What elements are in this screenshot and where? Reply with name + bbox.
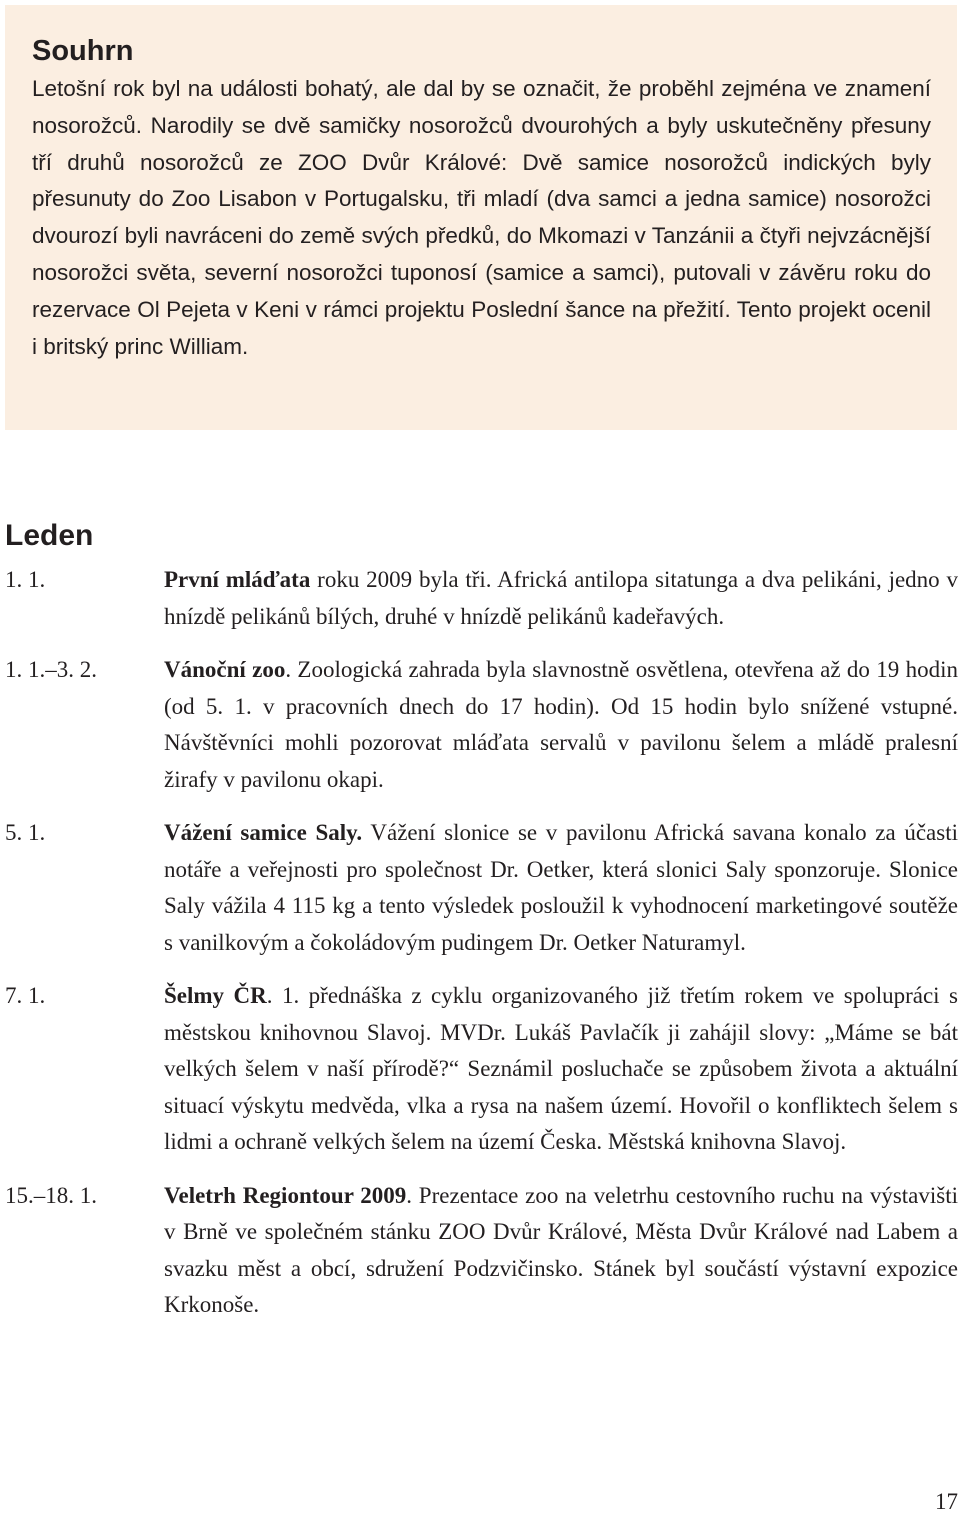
event-date: 7. 1. — [5, 983, 46, 1008]
event-title: První mláďata — [164, 567, 311, 592]
event-date: 5. 1. — [5, 820, 46, 845]
event-text: . Zoologická zahrada byla slavnostně osvětlena, otevřena až do 19 hodin (od 5. 1. v pracovních dnech do 17 hodin). Od 15 hodin bylo snížené vstupné. Návštěvníci mohli pozorovat mláďata servalů v pavilonu šelem a mládě pralesní žirafy v pavilonu okapi. — [164, 657, 958, 792]
event-description — [164, 1178, 958, 1324]
event-date: 1. 1. — [5, 567, 46, 592]
event-text: . Prezentace zoo na veletrhu cestovního ruchu na výstavišti v Brně ve společném stánku ZOO Dvůr Králové, Města Dvůr Králové nad Labem a svazku měst a obcí, sdružení Podzvičinsko. Stánek byl součástí výstavní expozice Krkonoše. — [164, 1182, 958, 1317]
summary-title: Souhrn — [32, 35, 134, 67]
event-title: Vánoční zoo — [164, 657, 286, 682]
page-number: 17 — [935, 1489, 958, 1514]
event-description — [164, 978, 958, 1161]
event-item — [5, 562, 958, 635]
event-title: Šelmy ČR — [164, 983, 267, 1008]
event-title: Vážení samice Saly. — [164, 820, 363, 845]
month-title: Leden — [5, 519, 94, 552]
event-item — [5, 1178, 958, 1324]
event-text: . 1. přednáška z cyklu organizovaného již třetím rokem ve spolupráci s městskou knihovnou Slavoj. MVDr. Lukáš Pavlačík ji zahájil slovy: „Máme se bát velkých šelem v naší přírodě?“ Seznámil posluchače se způsobem života a aktuální situací výskytu medvěda, vlka a rysa na našem území. Hovořil o konfliktech šelem s lidmi a ochraně velkých šelem na území Česka. Městská knihovna Slavoj. — [164, 983, 958, 1154]
event-text: Vážení slonice se v pavilonu Africká savana konalo za účasti notáře a veřejnosti pro společnost Dr. Oetker, která slonici Saly sponzoruje. Slonice Saly vážila 4 115 kg a tento výsledek posloužil k vyhodnocení marketingové soutěže s vanilkovým a čokoládovým pudingem Dr. Oetker Naturamyl. — [164, 820, 958, 955]
event-title: Veletrh Regiontour 2009 — [164, 1182, 407, 1208]
event-description — [164, 562, 958, 635]
event-description — [164, 815, 958, 961]
event-item — [5, 652, 958, 798]
event-description — [164, 652, 958, 798]
event-date: 15.–18. 1. — [5, 1182, 97, 1208]
event-list — [5, 562, 958, 1341]
event-date: 1. 1.–3. 2. — [5, 657, 97, 682]
event-text: roku 2009 byla tři. Africká antilopa sitatunga a dva pelikáni, jedno v hnízdě pelikánů bílých, druhé v hnízdě pelikánů kadeřavých. — [164, 567, 958, 629]
summary-text: Letošní rok byl na události bohatý, ale dal by se označit, že proběhl zejména ve znamení nosorožců. Narodily se dvě samičky nosorožců dvourohých a byly uskutečněny přesuny tří druhů nosorožců ze ZOO Dvůr Králové: Dvě samice nosorožců indických byly přesunuty do Zoo Lisabon v Portugalsku, tři mladí (dva samci a jedna samice) nosorožci dvourozí byli navráceni do země svých předků, do Mkomazi v Tanzánii a čtyři nejvzácnější nosorožci světa, severní nosorožci tuponosí (samice a samci), putovali v závěru roku do rezervace Ol Pejeta v Keni v rámci projektu Poslední šance na přežití. Tento projekt ocenil i britský princ William. — [32, 76, 931, 359]
summary-box — [5, 5, 957, 430]
event-item — [5, 815, 958, 961]
event-item — [5, 978, 958, 1161]
